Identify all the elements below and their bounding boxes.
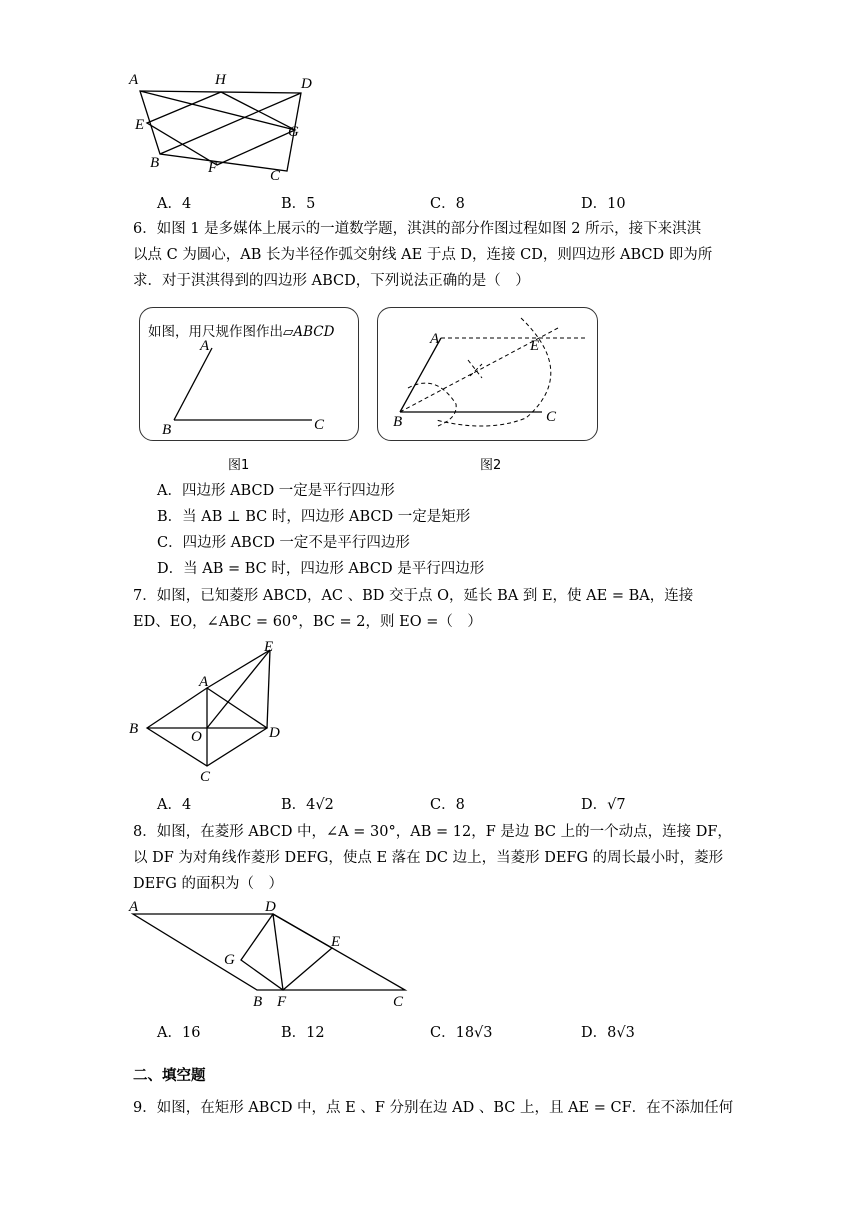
parallelogram-abcd-symbol: ▱ABCD [283,324,335,340]
svg-text:C: C [393,994,404,1008]
q5-option-a[interactable]: A．4 [157,196,192,212]
q9-line-1: 9．如图，在矩形 ABCD 中，点 E 、F 分别在边 AD 、BC 上，且 AE = CF．在不添加任何 [133,1100,734,1116]
q7-option-c[interactable]: C．8 [430,797,465,813]
svg-text:D: D [269,725,280,741]
figure-1-caption: 图1 [228,458,250,473]
label-h: H [215,72,226,88]
svg-text:C: C [200,769,211,784]
label-g: G [288,124,299,140]
q5-option-d[interactable]: D．10 [581,196,626,212]
svg-text:F: F [277,994,287,1008]
q8-line-3: DEFG 的面积为（ ） [133,876,283,892]
q8-line-1: 8．如图，在菱形 ABCD 中，∠A = 30°，AB = 12，F 是边 BC 上的一个动点，连接 DF， [133,824,732,840]
svg-text:A: A [430,331,440,347]
q7-option-a[interactable]: A．4 [157,797,192,813]
label-f: F [208,160,218,176]
figure-1-prompt: 如图，用尺规作图作出▱ABCD [148,324,335,340]
q7-line-1: 7．如图，已知菱形 ABCD，AC 、BD 交于点 O，延长 BA 到 E，使 AE = BA，连接 [133,588,694,604]
q8-line-2: 以 DF 为对角线作菱形 DEFG，使点 E 落在 DC 边上，当菱形 DEFG 的周长最小时，菱形 [133,850,724,866]
q6-option-a[interactable]: A．四边形 ABCD 一定是平行四边形 [157,483,395,499]
label-e: E [135,117,145,133]
q6-line-1: 6．如图 1 是多媒体上展示的一道数学题，淇淇的部分作图过程如图 2 所示，接下来淇淇 [133,221,702,237]
svg-text:E: E [530,338,540,354]
q6-line-3: 求．对于淇淇得到的四边形 ABCD，下列说法正确的是（ ） [133,273,530,289]
svg-text:G: G [224,952,235,968]
label-d: D [301,76,312,92]
svg-text:C: C [314,417,325,433]
q7-line-2: ED、EO，∠ABC = 60°，BC = 2，则 EO =（ ） [133,614,482,630]
q8-option-d[interactable]: D．8√3 [581,1025,635,1041]
q8-option-c[interactable]: C．18√3 [430,1025,493,1041]
section-heading-fill-in: 二、填空题 [133,1068,206,1084]
q5-option-b[interactable]: B．5 [281,196,316,212]
svg-text:A: A [129,899,139,915]
figure-2-diagram [378,308,597,440]
label-c: C [270,168,281,184]
q8-figure [125,896,415,1008]
svg-text:E: E [264,639,274,655]
svg-text:E: E [331,934,341,950]
q5-option-c[interactable]: C．8 [430,196,465,212]
label-a: A [129,72,139,88]
q6-option-c[interactable]: C．四边形 ABCD 一定不是平行四边形 [157,535,410,551]
label-b: B [150,155,160,171]
q5-figure [125,68,325,188]
svg-text:B: B [253,994,263,1008]
q7-figure [125,636,295,784]
figure-1-diagram [140,308,358,440]
q7-option-b[interactable]: B．4√2 [281,797,334,813]
svg-text:A: A [199,674,209,690]
q7-option-d[interactable]: D．√7 [581,797,626,813]
svg-text:B: B [129,721,139,737]
svg-text:B: B [393,414,403,430]
q8-option-b[interactable]: B．12 [281,1025,325,1041]
svg-text:A: A [200,338,210,354]
svg-text:O: O [191,729,202,745]
svg-text:D: D [265,899,276,915]
q6-option-d[interactable]: D．当 AB = BC 时，四边形 ABCD 是平行四边形 [157,561,485,577]
svg-text:B: B [162,422,172,438]
figure-1-card [139,307,359,441]
figure-2-caption: 图2 [480,458,502,473]
q8-option-a[interactable]: A．16 [157,1025,201,1041]
q6-line-2: 以点 C 为圆心，AB 长为半径作弧交射线 AE 于点 D，连接 CD，则四边形 ABCD 即为所 [133,247,713,263]
svg-text:C: C [546,409,557,425]
q6-option-b[interactable]: B．当 AB ⊥ BC 时，四边形 ABCD 一定是矩形 [157,509,471,525]
figure-2-card [377,307,598,441]
